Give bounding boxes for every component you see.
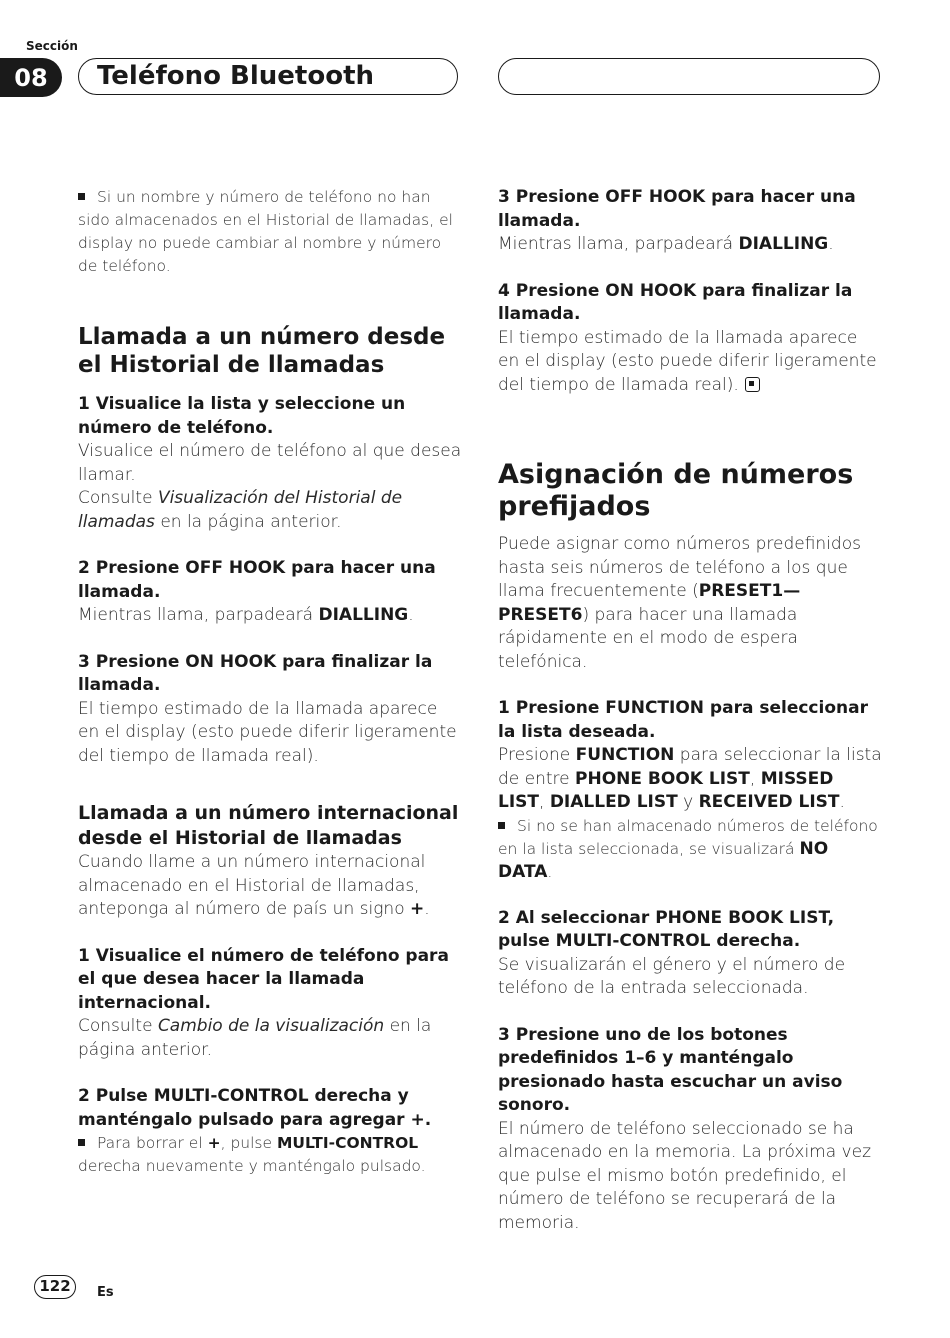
right-step-3-text xyxy=(498,233,882,257)
intl-step-2-heading: 2 Pulse MULTI-CONTROL derecha y manténgalo pulsado para agregar +. xyxy=(78,1086,432,1130)
text-run: . xyxy=(408,605,414,625)
text-run: en la página anterior. xyxy=(78,1016,432,1060)
page-number: 122 xyxy=(34,1275,76,1299)
intl-step-1-heading: 1 Visualice el número de teléfono para el que desea hacer la llamada internacional. xyxy=(78,945,449,1013)
right-column xyxy=(498,186,882,1235)
text-run: Consulte xyxy=(78,488,158,508)
step-1-text-a: Visualice el número de teléfono al que desea llamar. xyxy=(78,441,462,485)
step-1-heading: 1 Visualice la lista y seleccione un número de teléfono. xyxy=(78,394,406,438)
display-term: PRESET1—PRESET6 xyxy=(498,581,801,625)
display-term: MISSED LIST xyxy=(498,768,834,812)
preset-step-1-heading: 1 Presione FUNCTION para seleccionar la lista deseada. xyxy=(498,698,868,742)
intl-step-1-text xyxy=(78,1015,462,1062)
heading-preset-numbers: Asignación de números prefijados xyxy=(498,459,854,522)
text-run: ) para hacer una llamada rápidamente en el modo de espera telefónica. xyxy=(498,604,798,672)
preset-intro-text xyxy=(498,533,882,674)
step-3-heading: 3 Presione ON HOOK para finalizar la llamada. xyxy=(78,651,433,695)
text-run: Para borrar el xyxy=(97,1134,208,1152)
text-run: para seleccionar la lista de entre xyxy=(498,745,882,789)
reference-italic: Visualización del Historial de llamadas xyxy=(78,488,403,532)
text-run: Presione xyxy=(498,745,576,765)
right-step-3-heading: 3 Presione OFF HOOK para hacer una llamada. xyxy=(498,187,856,231)
text-run: en la página anterior. xyxy=(154,511,342,532)
language-code: Es xyxy=(97,1285,114,1300)
preset-step-2-heading: 2 Al seleccionar PHONE BOOK LIST, pulse MULTI-CONTROL derecha. xyxy=(498,907,835,951)
preset-step-1-note xyxy=(498,815,882,884)
display-term: DIALLING xyxy=(318,605,409,625)
step-2-heading: 2 Presione OFF HOOK para hacer una llamada. xyxy=(78,558,436,602)
step-1-text-b xyxy=(78,487,462,534)
text-run: Si no se han almacenado números de teléfono en la lista seleccionada, se visualizará xyxy=(498,816,878,858)
text-run: . xyxy=(828,234,834,254)
section-number-badge: 08 xyxy=(0,58,62,97)
section-label: Sección xyxy=(26,39,78,53)
text-run: . xyxy=(424,899,430,919)
text-run: , pulse xyxy=(220,1134,277,1152)
display-term: DIALLING xyxy=(738,234,829,254)
preset-step-1-text xyxy=(498,744,882,815)
section-title: Teléfono Bluetooth xyxy=(78,58,458,95)
note-bullet xyxy=(78,186,462,278)
header-empty-box xyxy=(498,58,880,95)
text-run: Consulte xyxy=(78,1016,158,1036)
left-column xyxy=(78,186,462,1178)
note-text: Si un nombre y número de teléfono no han sido almacenados en el Historial de llamadas, el display no puede cambiar al nombre y número de teléfono. xyxy=(78,188,453,275)
text-run: El tiempo estimado de la llamada aparece en el display (esto puede diferir ligeramente del tiempo de llamada real). xyxy=(498,327,877,395)
text-run: Mientras llama, parpadeará xyxy=(78,605,319,625)
button-term: FUNCTION xyxy=(575,745,675,765)
heading-history-call: Llamada a un número desde el Historial de llamadas xyxy=(78,324,446,378)
heading-international-call: Llamada a un número internacional desde el Historial de llamadas xyxy=(78,802,459,849)
preset-step-3-text: El número de teléfono seleccionado se ha almacenado en la memoria. La próxima vez que pulse el mismo botón predefinido, el número de teléfono se recuperará de la memoria. xyxy=(498,1118,871,1233)
button-term: MULTI-CONTROL xyxy=(276,1134,419,1152)
bullet-square-icon xyxy=(78,1139,85,1146)
text-run: , xyxy=(539,792,550,812)
text-run: . xyxy=(839,792,845,812)
display-term: PHONE BOOK LIST xyxy=(575,768,750,789)
text-run: Cuando llame a un número internacional almacenado en el Historial de llamadas, anteponga al número de país un signo xyxy=(78,852,426,919)
bullet-square-icon xyxy=(498,822,505,829)
plus-sign: + xyxy=(207,1134,221,1152)
text-run: . xyxy=(547,862,553,881)
text-run: derecha nuevamente y manténgalo pulsado. xyxy=(78,1157,426,1175)
display-term: RECEIVED LIST xyxy=(698,792,840,812)
end-of-section-icon xyxy=(745,377,760,392)
text-run: Puede asignar como números predefinidos hasta seis números de teléfono a los que llama frecuentemente ( xyxy=(498,534,861,601)
right-step-4-text xyxy=(498,327,882,398)
bullet-square-icon xyxy=(78,193,85,200)
preset-step-3-heading: 3 Presione uno de los botones predefinidos 1–6 y manténgalo presionado hasta escuchar un aviso sonoro. xyxy=(498,1024,843,1115)
text-run: y xyxy=(677,792,699,812)
preset-step-2-text: Se visualizarán el género y el número de teléfono de la entrada seleccionada. xyxy=(498,954,846,998)
step-2-text xyxy=(78,604,462,628)
right-step-4-heading: 4 Presione ON HOOK para finalizar la llamada. xyxy=(498,280,853,324)
step-3-text: El tiempo estimado de la llamada aparece en el display (esto puede diferir ligeramente del tiempo de llamada real). xyxy=(78,698,457,766)
intl-step-2-note xyxy=(78,1132,462,1178)
intl-intro-text xyxy=(78,851,462,922)
text-run: , xyxy=(749,768,761,789)
display-term: DIALLED LIST xyxy=(549,792,678,812)
display-term: NO DATA xyxy=(498,838,829,882)
reference-italic: Cambio de la visualización xyxy=(157,1016,385,1036)
plus-sign: + xyxy=(410,899,425,919)
text-run: Mientras llama, parpadeará xyxy=(498,234,739,254)
